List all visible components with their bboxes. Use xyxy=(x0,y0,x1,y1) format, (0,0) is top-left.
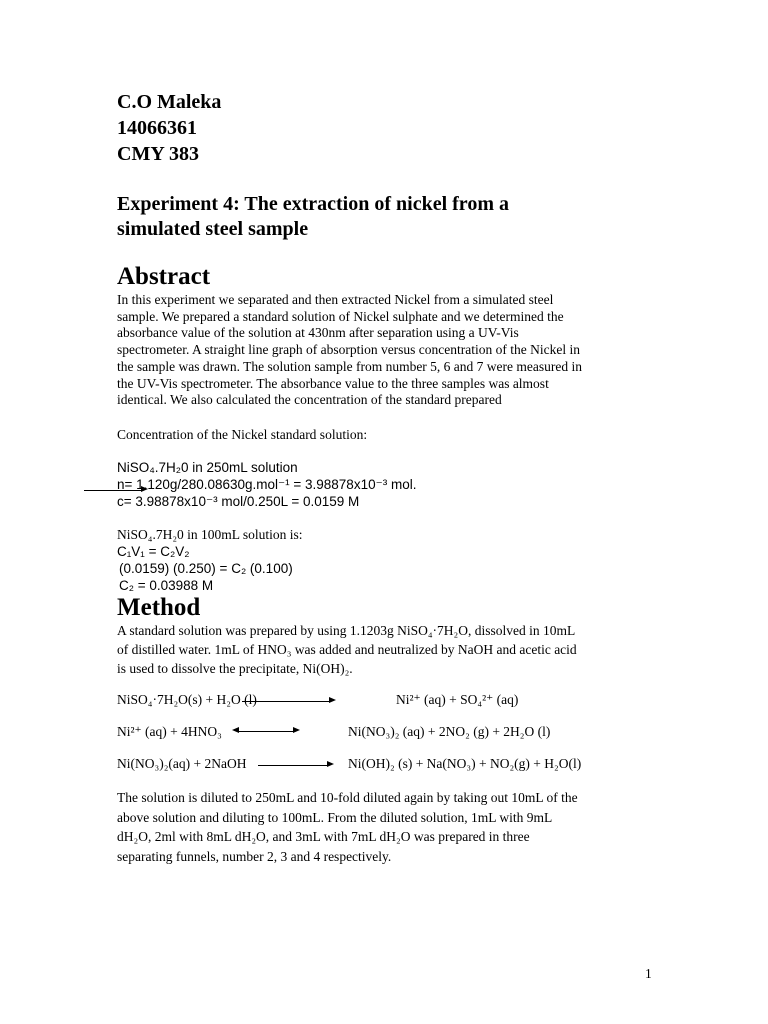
reaction1-products: Ni²⁺ (aq) + SO₄²⁺ (aq) xyxy=(396,692,519,707)
calc2-equation: C₁V₁ = C₂V₂ xyxy=(117,544,190,559)
abstract-line: identical. We also calculated the concentration of the standard prepared xyxy=(117,392,502,408)
stray-arrow-head xyxy=(141,486,148,492)
dilution-line: dH₂O, 2ml with 8mL dH₂O, and 3mL with 7mL dH₂O was prepared in three xyxy=(117,829,530,844)
author-name: C.O Maleka xyxy=(117,91,222,113)
experiment-title-line1: Experiment 4: The extraction of nickel from a xyxy=(117,193,509,215)
reaction1-arrow xyxy=(242,701,330,702)
calc1-concentration: c= 3.98878x10⁻³ mol/0.250L = 0.0159 M xyxy=(117,494,360,509)
calc2-result: C₂ = 0.03988 M xyxy=(119,578,214,593)
dilution-line: separating funnels, number 2, 3 and 4 respectively. xyxy=(117,848,392,864)
method-intro-line: A standard solution was prepared by using 1.1203g NiSO₄·7H₂O, dissolved in 10mL xyxy=(117,623,576,638)
calc1-title: NiSO₄.7H₂0 in 250mL solution xyxy=(117,460,298,475)
abstract-body xyxy=(117,292,582,409)
reaction2-reactants: Ni²⁺ (aq) + 4HNO₃ xyxy=(117,724,222,739)
dilution-paragraph xyxy=(117,788,578,866)
abstract-line: the UV-Vis spectrometer. The absorbance value to the three samples was almost xyxy=(117,375,549,391)
reaction2-products: Ni(NO₃)₂ (aq) + 2NO₂ (g) + 2H₂O (l) xyxy=(348,724,551,739)
reaction3-arrow xyxy=(258,765,328,766)
student-number: 14066361 xyxy=(117,117,197,139)
method-intro-line: of distilled water. 1mL of HNO₃ was added and neutralized by NaOH and acetic acid xyxy=(117,642,577,657)
abstract-line: the sample was drawn. The solution sample from number 5, 6 and 7 were measured in xyxy=(117,358,583,374)
abstract-line: In this experiment we separated and then extracted Nickel from a simulated steel xyxy=(117,292,554,307)
method-heading: Method xyxy=(117,594,201,621)
reaction2-arrowhead-left xyxy=(232,727,239,733)
dilution-line: above solution and diluting to 100mL. From the diluted solution, 1mL with 9mL xyxy=(117,809,553,825)
abstract-line: absorbance value of the solution at 430nm after separation using a UV-Vis xyxy=(117,325,519,341)
course-code: CMY 383 xyxy=(117,143,200,165)
stray-arrow-line xyxy=(84,490,142,491)
concentration-heading: Concentration of the Nickel standard solution: xyxy=(117,427,368,442)
method-intro xyxy=(117,621,577,678)
reaction3-arrowhead xyxy=(327,761,334,767)
calc1-moles: n= 1.120g/280.08630g.mol⁻¹ = 3.98878x10⁻³ mol. xyxy=(117,477,417,492)
method-intro-line: is used to dissolve the precipitate, Ni(OH)₂. xyxy=(117,661,353,676)
dilution-line: The solution is diluted to 250mL and 10-fold diluted again by taking out 10mL of the xyxy=(117,790,578,805)
reaction2-arrowhead-right xyxy=(293,727,300,733)
abstract-heading: Abstract xyxy=(117,263,211,290)
abstract-line: sample. We prepared a standard solution of Nickel sulphate and we determined the xyxy=(117,308,564,324)
reaction3-reactants: Ni(NO₃)₂(aq) + 2NaOH xyxy=(117,756,247,771)
reaction2-arrow xyxy=(238,731,294,732)
experiment-title-line2: simulated steel sample xyxy=(117,218,309,240)
reaction1-reactants: NiSO₄·7H₂O(s) + H₂O (l) xyxy=(117,692,257,707)
calc2-substitution: (0.0159) (0.250) = C₂ (0.100) xyxy=(119,561,293,576)
page-number: 1 xyxy=(645,966,652,981)
abstract-line: spectrometer. A straight line graph of absorption versus concentration of the Nickel in xyxy=(117,342,581,358)
reaction1-arrowhead xyxy=(329,697,336,703)
reaction3-products: Ni(OH)₂ (s) + Na(NO₃) + NO₂(g) + H₂O(l) xyxy=(348,756,582,771)
calc2-title: NiSO₄.7H₂0 in 100mL solution is: xyxy=(117,527,303,542)
